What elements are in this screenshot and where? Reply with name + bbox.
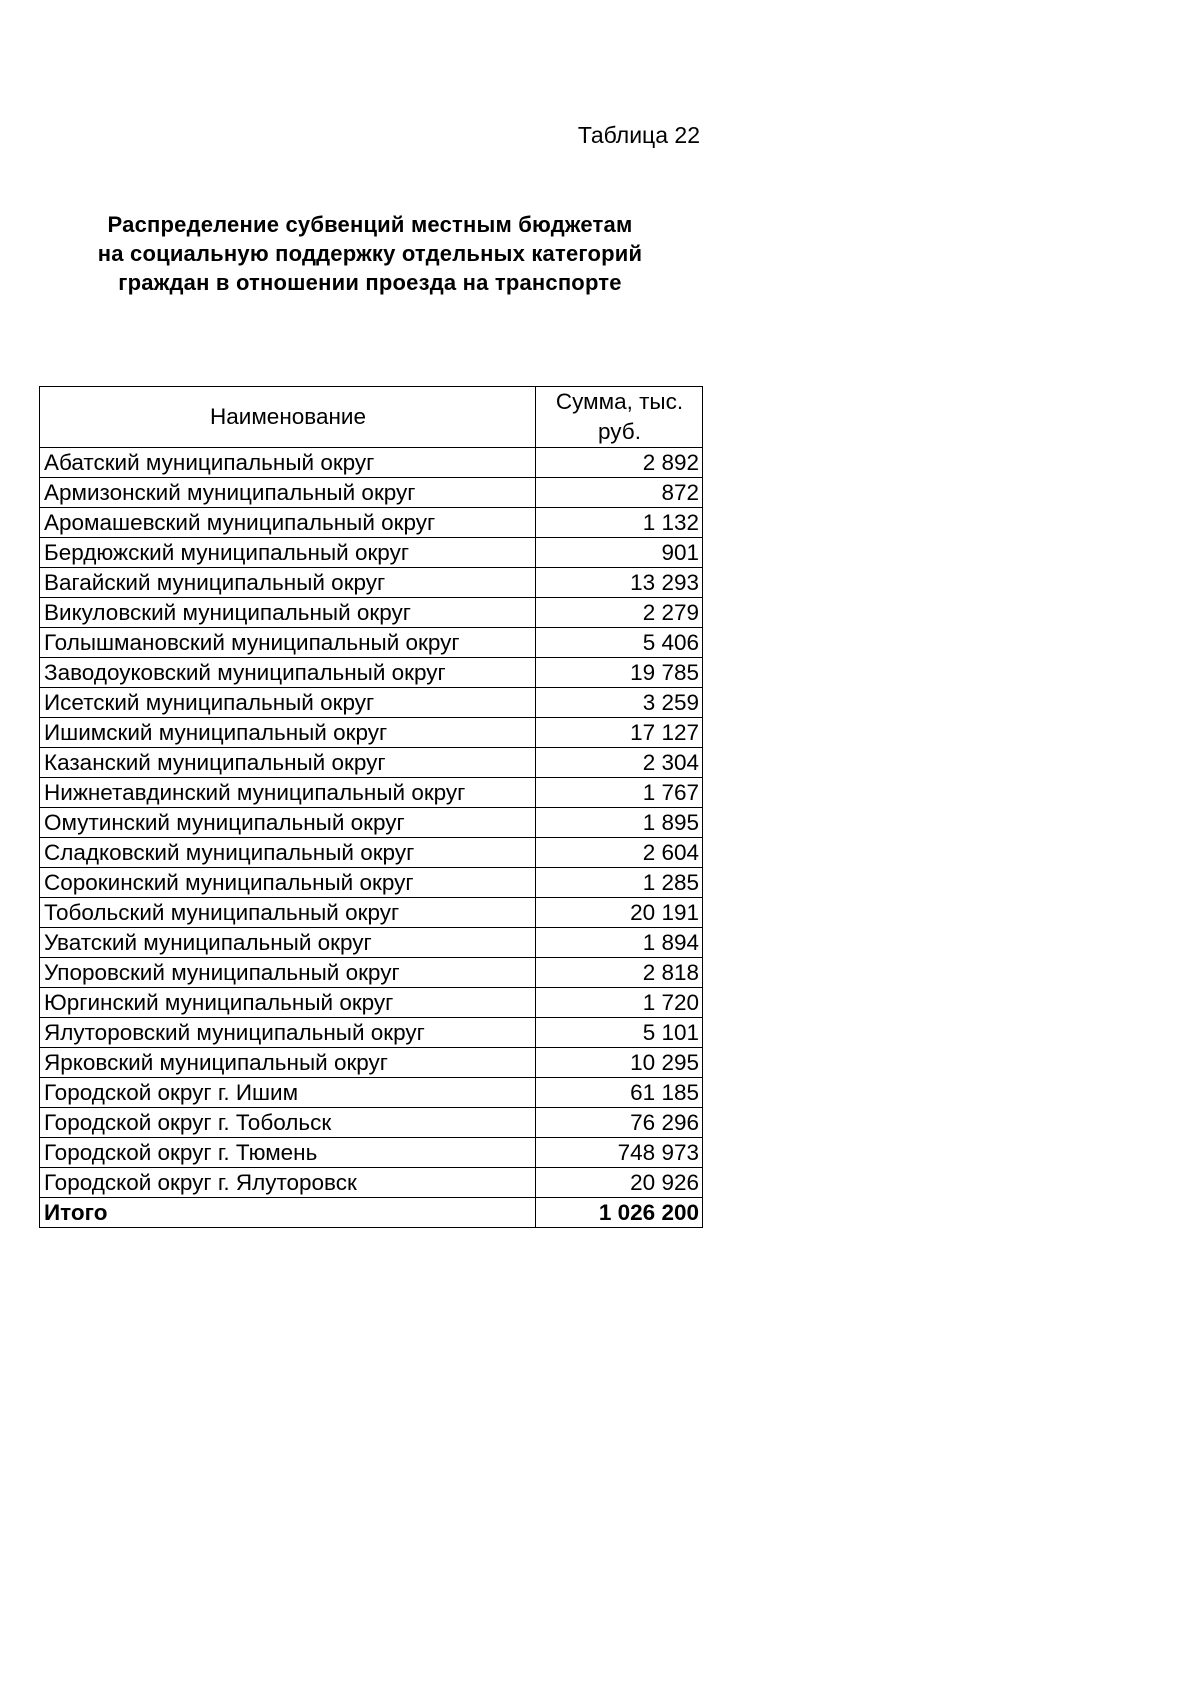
total-sum: 1 026 200 [536,1198,703,1228]
row-sum: 748 973 [536,1138,703,1168]
table-row [40,1048,703,1078]
table-header-row [40,387,703,448]
table-row [40,778,703,808]
row-name: Исетский муниципальный округ [40,688,536,718]
header-sum: Сумма, тыс. руб. [536,387,703,448]
row-name: Городской округ г. Ишим [40,1078,536,1108]
row-name: Бердюжский муниципальный округ [40,538,536,568]
row-name: Нижнетавдинский муниципальный округ [40,778,536,808]
row-sum: 1 132 [536,508,703,538]
row-name: Аромашевский муниципальный округ [40,508,536,538]
table-row [40,748,703,778]
row-sum: 1 894 [536,928,703,958]
row-name: Городской округ г. Ялуторовск [40,1168,536,1198]
row-sum: 901 [536,538,703,568]
header-name: Наименование [40,387,536,448]
row-sum: 1 767 [536,778,703,808]
row-name: Городской округ г. Тобольск [40,1108,536,1138]
row-name: Казанский муниципальный округ [40,748,536,778]
table-row [40,1168,703,1198]
table-row [40,988,703,1018]
table-row [40,808,703,838]
row-name: Голышмановский муниципальный округ [40,628,536,658]
table-row [40,568,703,598]
table-row [40,538,703,568]
row-sum: 3 259 [536,688,703,718]
table-row [40,598,703,628]
row-sum: 13 293 [536,568,703,598]
table-row [40,868,703,898]
row-sum: 61 185 [536,1078,703,1108]
row-sum: 20 191 [536,898,703,928]
row-name: Вагайский муниципальный округ [40,568,536,598]
row-name: Тобольский муниципальный округ [40,898,536,928]
row-name: Сладковский муниципальный округ [40,838,536,868]
subvention-table [39,386,703,1228]
row-sum: 2 279 [536,598,703,628]
row-name: Абатский муниципальный округ [40,448,536,478]
row-sum: 76 296 [536,1108,703,1138]
row-sum: 2 892 [536,448,703,478]
table-row [40,688,703,718]
table-body [40,448,703,1198]
row-sum: 10 295 [536,1048,703,1078]
table-row [40,718,703,748]
table-row [40,478,703,508]
total-label: Итого [40,1198,536,1228]
row-sum: 1 285 [536,868,703,898]
row-sum: 17 127 [536,718,703,748]
row-name: Омутинский муниципальный округ [40,808,536,838]
row-sum: 5 101 [536,1018,703,1048]
total-row [40,1198,703,1228]
table-row [40,1018,703,1048]
row-sum: 2 818 [536,958,703,988]
table-row [40,838,703,868]
row-name: Ярковский муниципальный округ [40,1048,536,1078]
row-sum: 5 406 [536,628,703,658]
row-name: Ялуторовский муниципальный округ [40,1018,536,1048]
row-name: Уватский муниципальный округ [40,928,536,958]
row-sum: 872 [536,478,703,508]
table-caption: Таблица 22 [577,122,700,148]
row-sum: 2 304 [536,748,703,778]
row-name: Упоровский муниципальный округ [40,958,536,988]
document-title: Распределение субвенций местным бюджетам на социальную поддержку отдельных категорий граждан в отношении проезда на транспорте [97,212,643,295]
row-name: Юргинский муниципальный округ [40,988,536,1018]
row-sum: 19 785 [536,658,703,688]
table-row [40,1078,703,1108]
row-name: Городской округ г. Тюмень [40,1138,536,1168]
row-name: Армизонский муниципальный округ [40,478,536,508]
row-sum: 1 720 [536,988,703,1018]
table-row [40,928,703,958]
row-name: Заводоуковский муниципальный округ [40,658,536,688]
row-sum: 1 895 [536,808,703,838]
table-row [40,658,703,688]
table-row [40,628,703,658]
row-name: Ишимский муниципальный округ [40,718,536,748]
table-row [40,1138,703,1168]
table-row [40,1108,703,1138]
row-name: Викуловский муниципальный округ [40,598,536,628]
table-row [40,958,703,988]
row-sum: 2 604 [536,838,703,868]
table-row [40,448,703,478]
row-name: Сорокинский муниципальный округ [40,868,536,898]
table-row [40,898,703,928]
row-sum: 20 926 [536,1168,703,1198]
table-row [40,508,703,538]
